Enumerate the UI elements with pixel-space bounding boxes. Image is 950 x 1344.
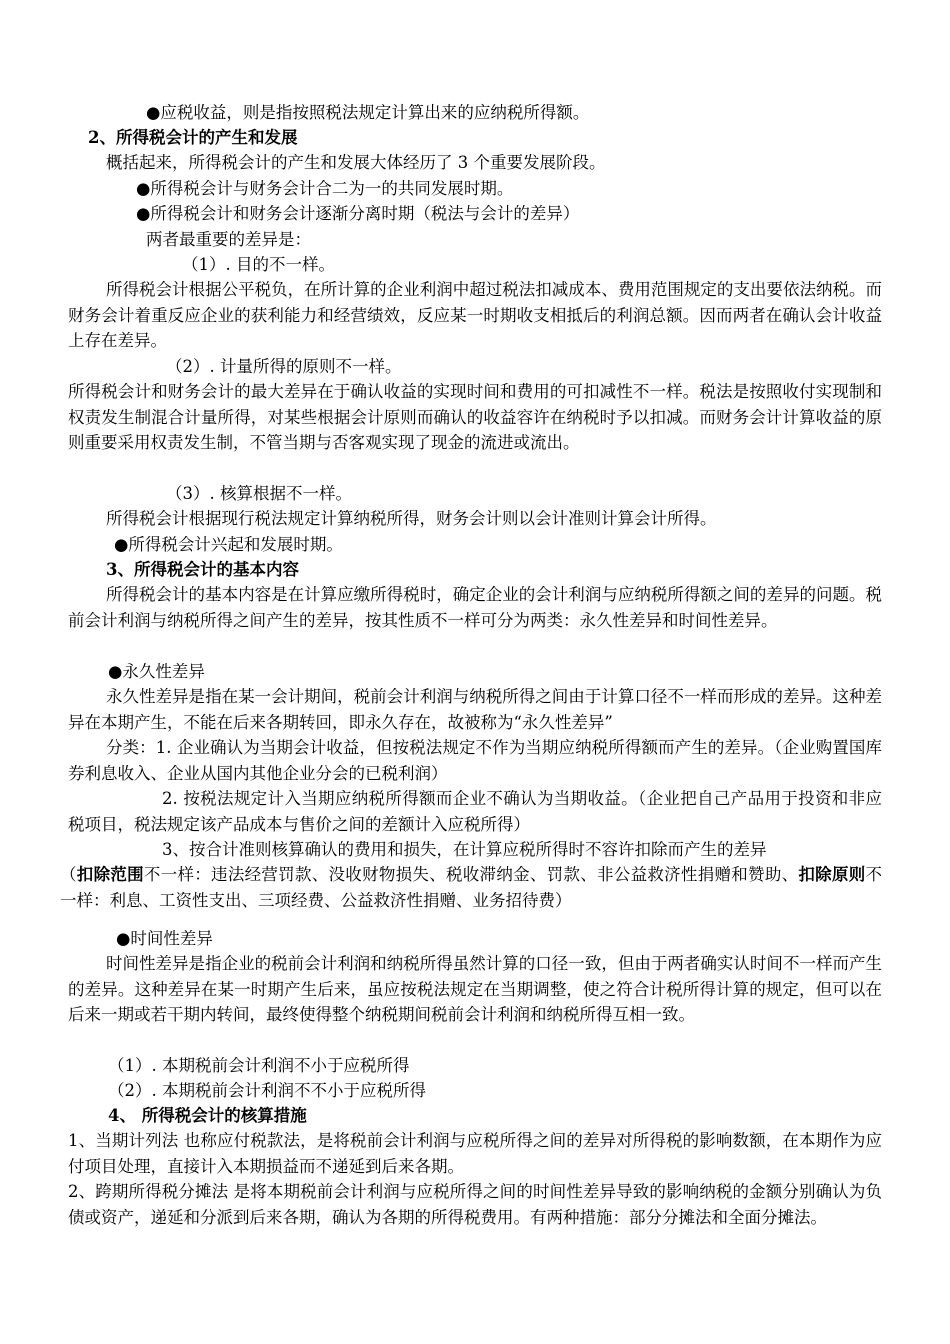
- paragraph-permanent-difference: 永久性差异是指在某一会计期间，税前会计利润与纳税所得之间由于计算口径不一样而形成的差异。这种差异在本期产生，不能在后来各期转回，即永久存在，故被称为“永久性差异”: [68, 687, 882, 732]
- paragraph-classification-1: 分类：1. 企业确认为当期会计收益，但按税法规定不作为当期应纳税所得额而产生的差异。（企业购置国库券利息收入、企业从国内其他企业分会的已税利润）: [68, 738, 882, 783]
- deduction-scope-label: 扣除范围: [76, 865, 144, 884]
- subheading-purpose: （1）. 目的不一样。: [182, 255, 335, 274]
- paragraph-purpose: 所得税会计根据公平税负，在所计算的企业利润中超过税法扣减成本、费用范围规定的支出要依法纳税。而财务会计着重反应企业的获利能力和经营绩效，反应某一时期收支相抵后的利润总额。因而两者在确认会计收益上存在差异。: [68, 280, 882, 350]
- paragraph-timing-difference: 时间性差异是指企业的税前会计利润和纳税所得虽然计算的口径一致，但由于两者确实认时间不一样而产生的差异。这种差异在某一时期产生后来，虽应按税法规定在当期调整，使之符合计税所得计算的规定，但可以在后来一期或若干期内转间，最终使得整个纳税期间税前会计利润和纳税所得互相一致。: [68, 954, 882, 1024]
- paragraph-allocation-method: 2、跨期所得税分摊法 是将本期税前会计利润与应税所得之间的时间性差异导致的影响纳税的金额分别确认为负债或资产，递延和分派到后来各期，确认为各期的所得税费用。有两种措施：部分分摊法和全面分摊法。: [68, 1182, 882, 1227]
- summary-line: 概括起来，所得税会计的产生和发展大体经历了 3 个重要发展阶段。: [106, 153, 606, 172]
- section-heading-3: 3、所得税会计的基本内容: [106, 560, 299, 579]
- paragraph-classification-3: 3、按合计准则核算确认的费用和损失，在计算应税所得时不容许扣除而产生的差异: [162, 840, 767, 859]
- paragraph-classification-2: 2. 按税法规定计入当期应纳税所得额而企业不确认为当期收益。（企业把自己产品用于投资和非应税项目，税法规定该产品成本与售价之间的差额计入应税所得）: [68, 789, 882, 834]
- deduction-principle-label: 扣除原则: [798, 865, 866, 884]
- differences-intro: 两者最重要的差异是：: [146, 230, 311, 249]
- paragraph-basis: 所得税会计根据现行税法规定计算纳税所得，财务会计则以会计准则计算会计所得。: [106, 509, 717, 528]
- deduction-scope-text: 不一样：违法经营罚款、没收财物损失、税收滞纳金、罚款、非公益救济性捐赠和赞助、: [143, 865, 799, 884]
- section-heading-4: 4、 所得税会计的核算措施: [108, 1106, 307, 1125]
- subheading-basis: （3）. 核算根据不一样。: [166, 484, 352, 503]
- deduction-principle-text: 不一样：利息、工资性支出、三项经费、公益救济性捐赠、业务招待费）: [60, 865, 882, 910]
- bullet-stage-2: ●所得税会计和财务会计逐渐分离时期（税法与会计的差异）: [136, 204, 580, 223]
- paragraph-basic-content: 所得税会计的基本内容是在计算应缴所得税时，确定企业的会计利润与应纳税所得额之间的差异的问题。税前会计利润与纳税所得之间产生的差异，按其性质不一样可分为两类：永久性差异和时间性差异。: [68, 585, 882, 630]
- bullet-taxable-income: ●应税收益，则是指按照税法规定计算出来的应纳税所得额。: [146, 103, 590, 122]
- bullet-stage-3: ●所得税会计兴起和发展时期。: [114, 535, 343, 554]
- bullet-permanent-difference: ●永久性差异: [108, 662, 205, 681]
- open-paren: （: [60, 865, 77, 884]
- paragraph-current-method: 1、当期计列法 也称应付税款法，是将税前会计利润与应税所得之间的差异对所得税的影响数额，在本期作为应付项目处理，直接计入本期损益而不递延到后来各期。: [68, 1131, 882, 1176]
- timing-case-2: （2）. 本期税前会计利润不不小于应税所得: [108, 1081, 426, 1100]
- timing-case-1: （1）. 本期税前会计利润不小于应税所得: [108, 1056, 410, 1075]
- paragraph-measurement: 所得税会计和财务会计的最大差异在于确认收益的实现时间和费用的可扣减性不一样。税法是按照收付实现制和权责发生制混合计量所得，对某些根据会计原则而确认的收益容许在纳税时予以扣减。而财务会计计算收益的原则重要采用权责发生制，不管当期与否客观实现了现金的流进或流出。: [68, 382, 882, 452]
- bullet-timing-difference: ●时间性差异: [116, 929, 213, 948]
- bullet-stage-1: ●所得税会计与财务会计合二为一的共同发展时期。: [136, 179, 514, 198]
- subheading-measurement: （2）. 计量所得的原则不一样。: [166, 357, 402, 376]
- paragraph-deduction-scope: [60, 862, 882, 913]
- section-heading-2: 2、所得税会计的产生和发展: [88, 128, 298, 147]
